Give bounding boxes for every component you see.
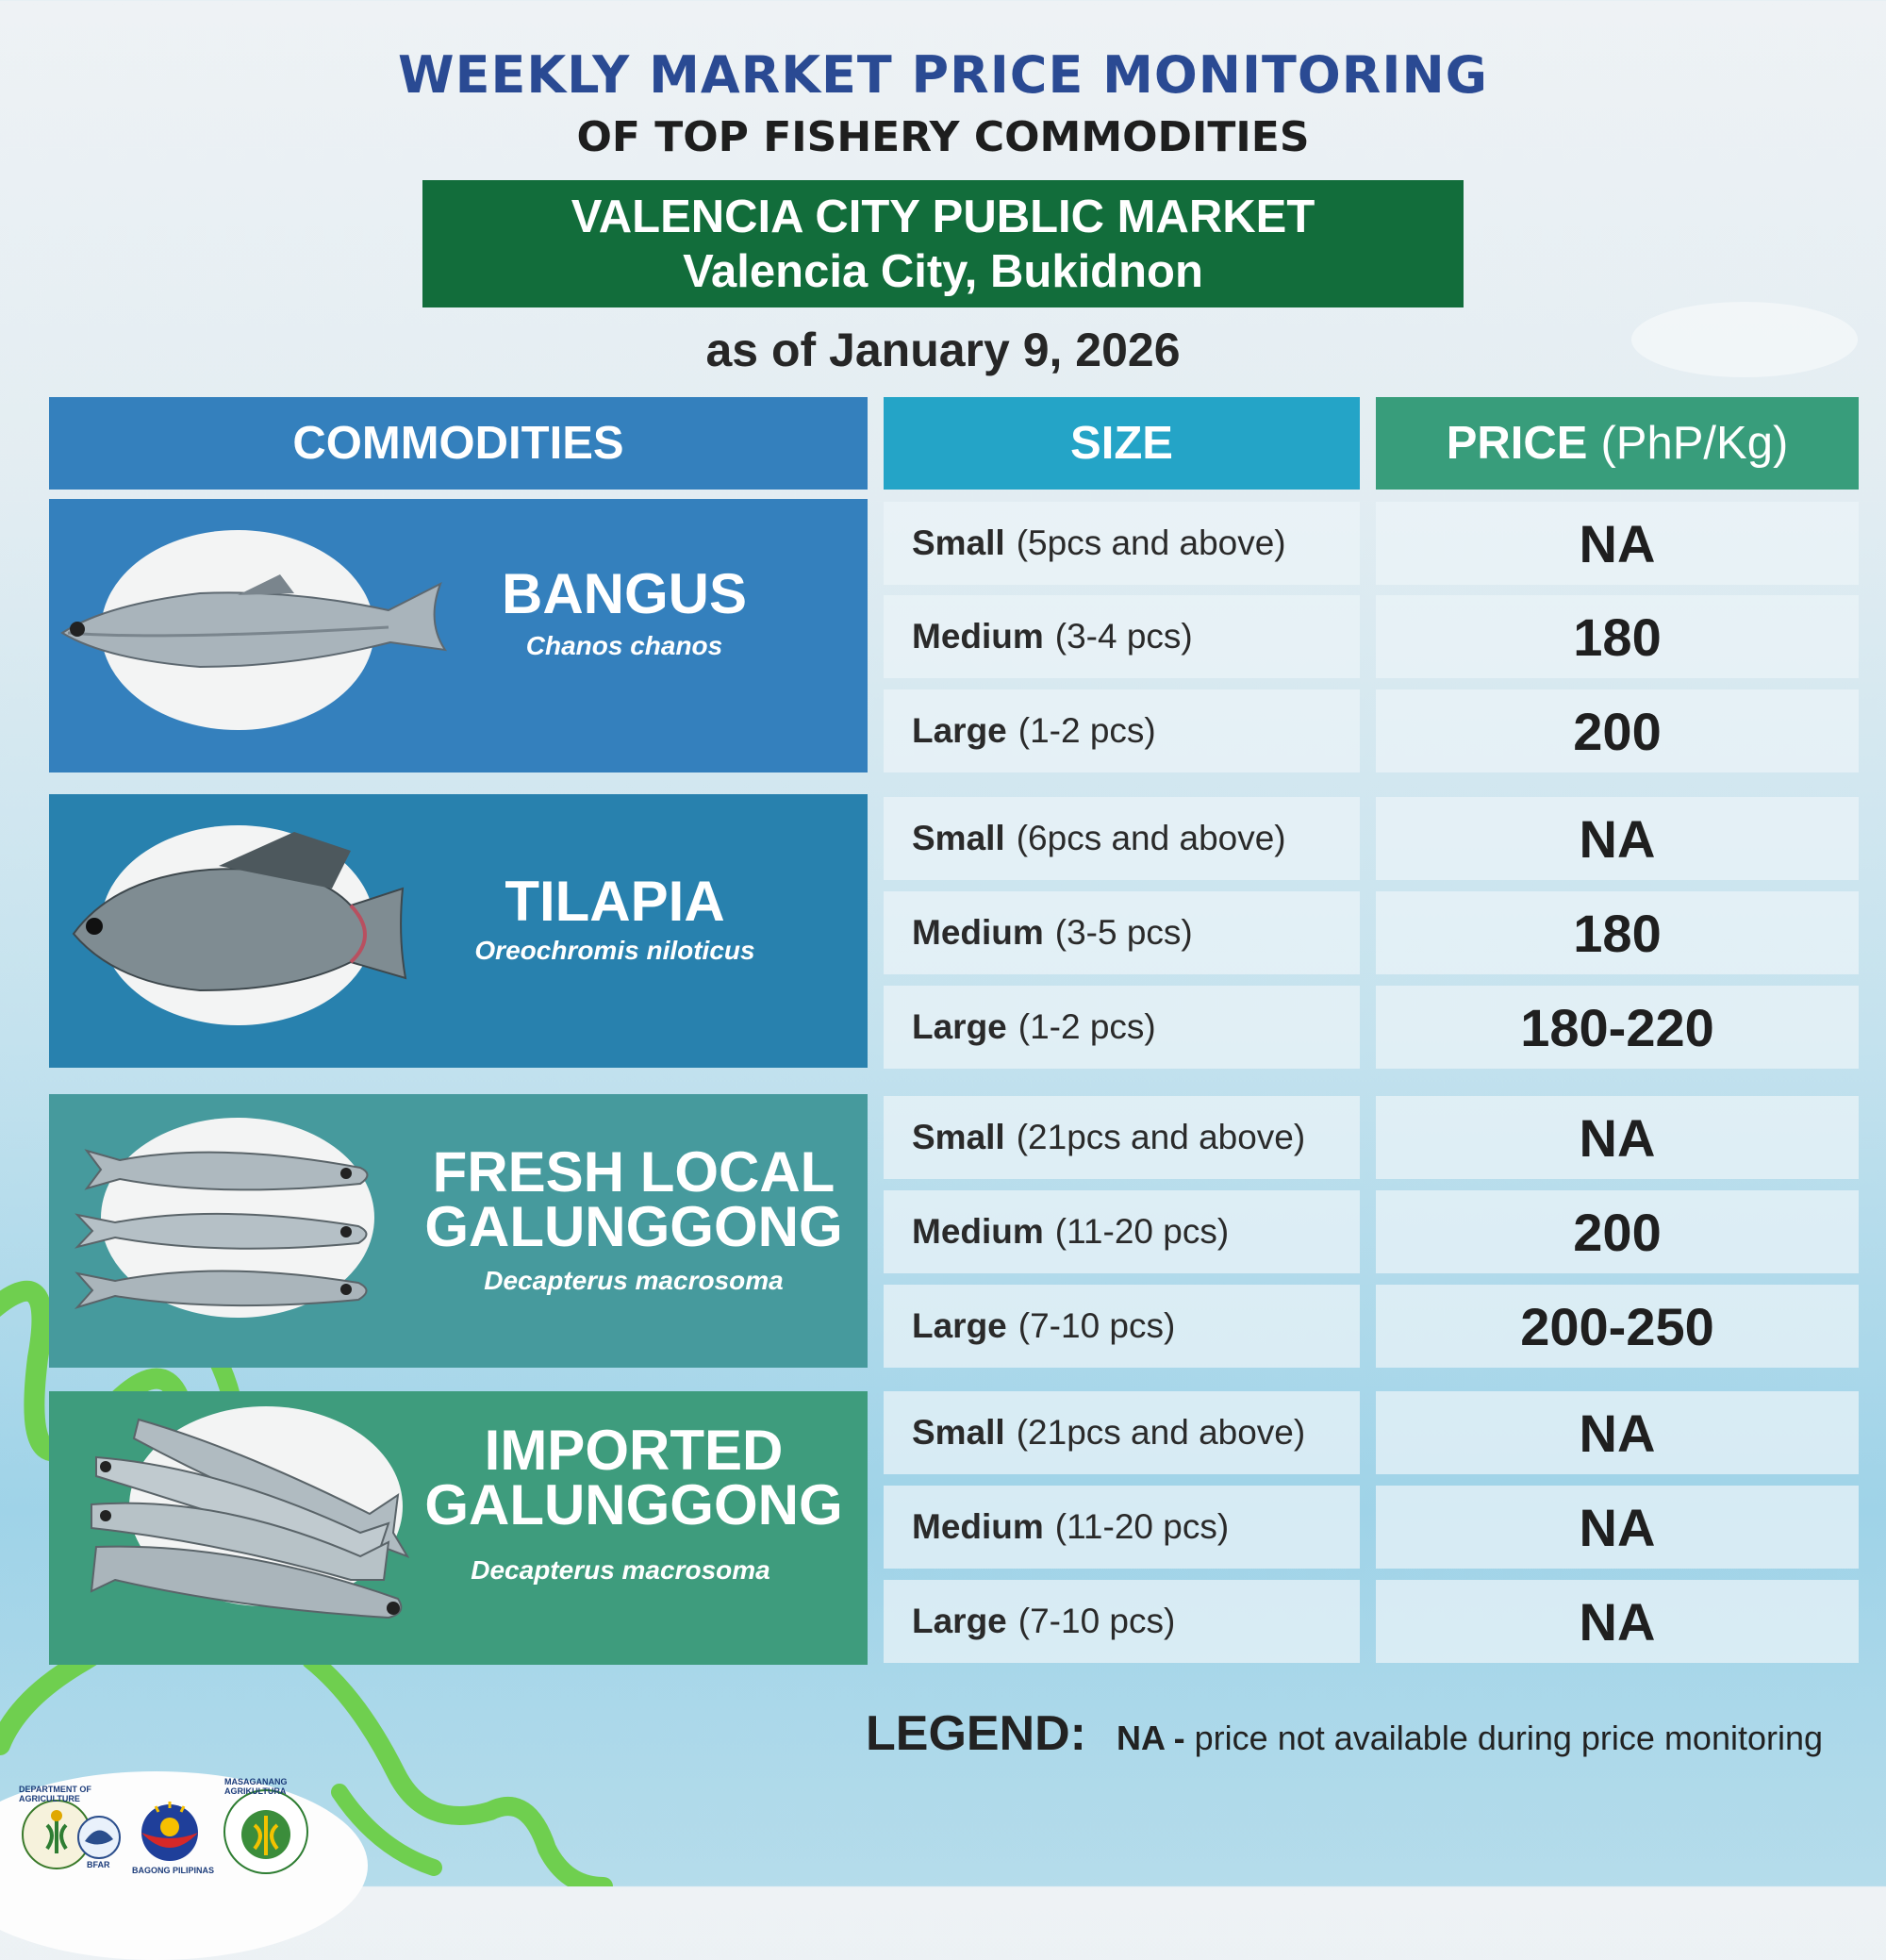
size-label: Medium	[912, 617, 1044, 656]
price-cell: 200-250	[1376, 1285, 1859, 1368]
size-label: Medium	[912, 1212, 1044, 1251]
size-label: Small	[912, 523, 1005, 562]
size-detail: (1-2 pcs)	[1017, 711, 1156, 750]
size-label: Medium	[912, 913, 1044, 952]
page-subtitle: OF TOP FISHERY COMMODITIES	[576, 113, 1310, 161]
size-detail: (11-20 pcs)	[1054, 1507, 1230, 1546]
commodity-name-line2: GALUNGGONG	[424, 1195, 843, 1258]
commodity-name-line2: GALUNGGONG	[424, 1473, 843, 1536]
column-header-price	[1376, 397, 1859, 490]
commodity-scientific-name: Decapterus macrosoma	[484, 1266, 784, 1295]
column-header-commodities-label: COMMODITIES	[292, 418, 624, 469]
commodity-name-line1: FRESH LOCAL	[432, 1140, 835, 1204]
commodity-scientific-name: Chanos chanos	[525, 631, 723, 660]
size-label: Small	[912, 1413, 1005, 1452]
commodity-name: BANGUS	[501, 562, 747, 625]
size-cell	[884, 1391, 1360, 1474]
size-cell	[884, 502, 1360, 585]
size-cell	[884, 1486, 1360, 1569]
commodity-bangus	[49, 499, 868, 772]
masaganang-agrikultura-text: MASAGANANG AGRIKULTURA	[224, 1777, 288, 1796]
commodity-name: TILAPIA	[505, 870, 725, 933]
size-label: Small	[912, 819, 1005, 857]
da-logo-text: DEPARTMENT OF AGRICULTURE	[19, 1785, 91, 1803]
size-detail: (21pcs and above)	[1016, 1413, 1306, 1452]
column-header-size-label: SIZE	[1070, 418, 1173, 469]
bagong-pilipinas-text: BAGONG PILIPINAS	[132, 1866, 215, 1875]
price-cell: 180	[1376, 891, 1859, 974]
commodity-scientific-name: Oreochromis niloticus	[474, 936, 755, 965]
size-cell	[884, 1096, 1360, 1179]
size-cell	[884, 1580, 1360, 1663]
market-name: VALENCIA CITY PUBLIC MARKET	[571, 191, 1315, 242]
size-label: Large	[912, 1007, 1007, 1046]
size-cell	[884, 797, 1360, 880]
size-label: Large	[912, 1602, 1007, 1640]
legend-label: LEGEND:	[866, 1706, 1086, 1761]
bagong-pilipinas-logo	[132, 1797, 207, 1868]
size-detail: (6pcs and above)	[1016, 819, 1286, 857]
bfar-logo-text: BFAR	[87, 1860, 110, 1869]
size-detail: (3-5 pcs)	[1054, 913, 1193, 952]
column-header-price-unit: (PhP/Kg)	[1600, 418, 1789, 469]
price-cell: NA	[1376, 1580, 1859, 1663]
size-detail: (7-10 pcs)	[1017, 1602, 1176, 1640]
size-cell	[884, 891, 1360, 974]
size-cell	[884, 595, 1360, 678]
price-cell: NA	[1376, 1391, 1859, 1474]
price-cell: NA	[1376, 797, 1859, 880]
size-label: Large	[912, 1306, 1007, 1345]
size-detail: (11-20 pcs)	[1054, 1212, 1230, 1251]
legend-description: price not available during price monitoring	[1194, 1719, 1824, 1757]
size-label: Small	[912, 1118, 1005, 1156]
size-cell	[884, 986, 1360, 1069]
column-header-commodities	[49, 397, 868, 490]
size-cell	[884, 1190, 1360, 1273]
size-detail: (3-4 pcs)	[1054, 617, 1193, 656]
size-detail: (1-2 pcs)	[1017, 1007, 1156, 1046]
market-banner	[422, 180, 1464, 307]
market-location: Valencia City, Bukidnon	[683, 246, 1203, 297]
size-label: Medium	[912, 1507, 1044, 1546]
commodity-scientific-name: Decapterus macrosoma	[471, 1555, 770, 1585]
size-label: Large	[912, 711, 1007, 750]
price-cell: NA	[1376, 502, 1859, 585]
size-detail: (21pcs and above)	[1016, 1118, 1306, 1156]
legend	[866, 1705, 1823, 1762]
size-cell	[884, 689, 1360, 772]
masaganang-agrikultura-logo	[222, 1787, 311, 1877]
bfar-logo	[75, 1811, 123, 1868]
price-cell: NA	[1376, 1486, 1859, 1569]
size-cell	[884, 1285, 1360, 1368]
commodity-fresh-local-galunggong	[49, 1094, 868, 1368]
tilapia-fish-image	[49, 794, 868, 1068]
commodity-tilapia	[49, 794, 868, 1068]
price-cell: 180	[1376, 595, 1859, 678]
page-title: WEEKLY MARKET PRICE MONITORING	[398, 45, 1488, 105]
as-of-date: as of January 9, 2026	[705, 324, 1181, 376]
column-header-size	[884, 397, 1360, 490]
commodity-name-line1: IMPORTED	[484, 1419, 784, 1482]
price-cell: 180-220	[1376, 986, 1859, 1069]
commodity-imported-galunggong	[49, 1391, 868, 1665]
size-detail: (7-10 pcs)	[1017, 1306, 1176, 1345]
size-detail: (5pcs and above)	[1016, 523, 1286, 562]
price-cell: 200	[1376, 689, 1859, 772]
price-cell: NA	[1376, 1096, 1859, 1179]
legend-abbreviation: NA -	[1117, 1719, 1185, 1757]
price-cell: 200	[1376, 1190, 1859, 1273]
column-header-price-label: PRICE	[1446, 418, 1588, 469]
